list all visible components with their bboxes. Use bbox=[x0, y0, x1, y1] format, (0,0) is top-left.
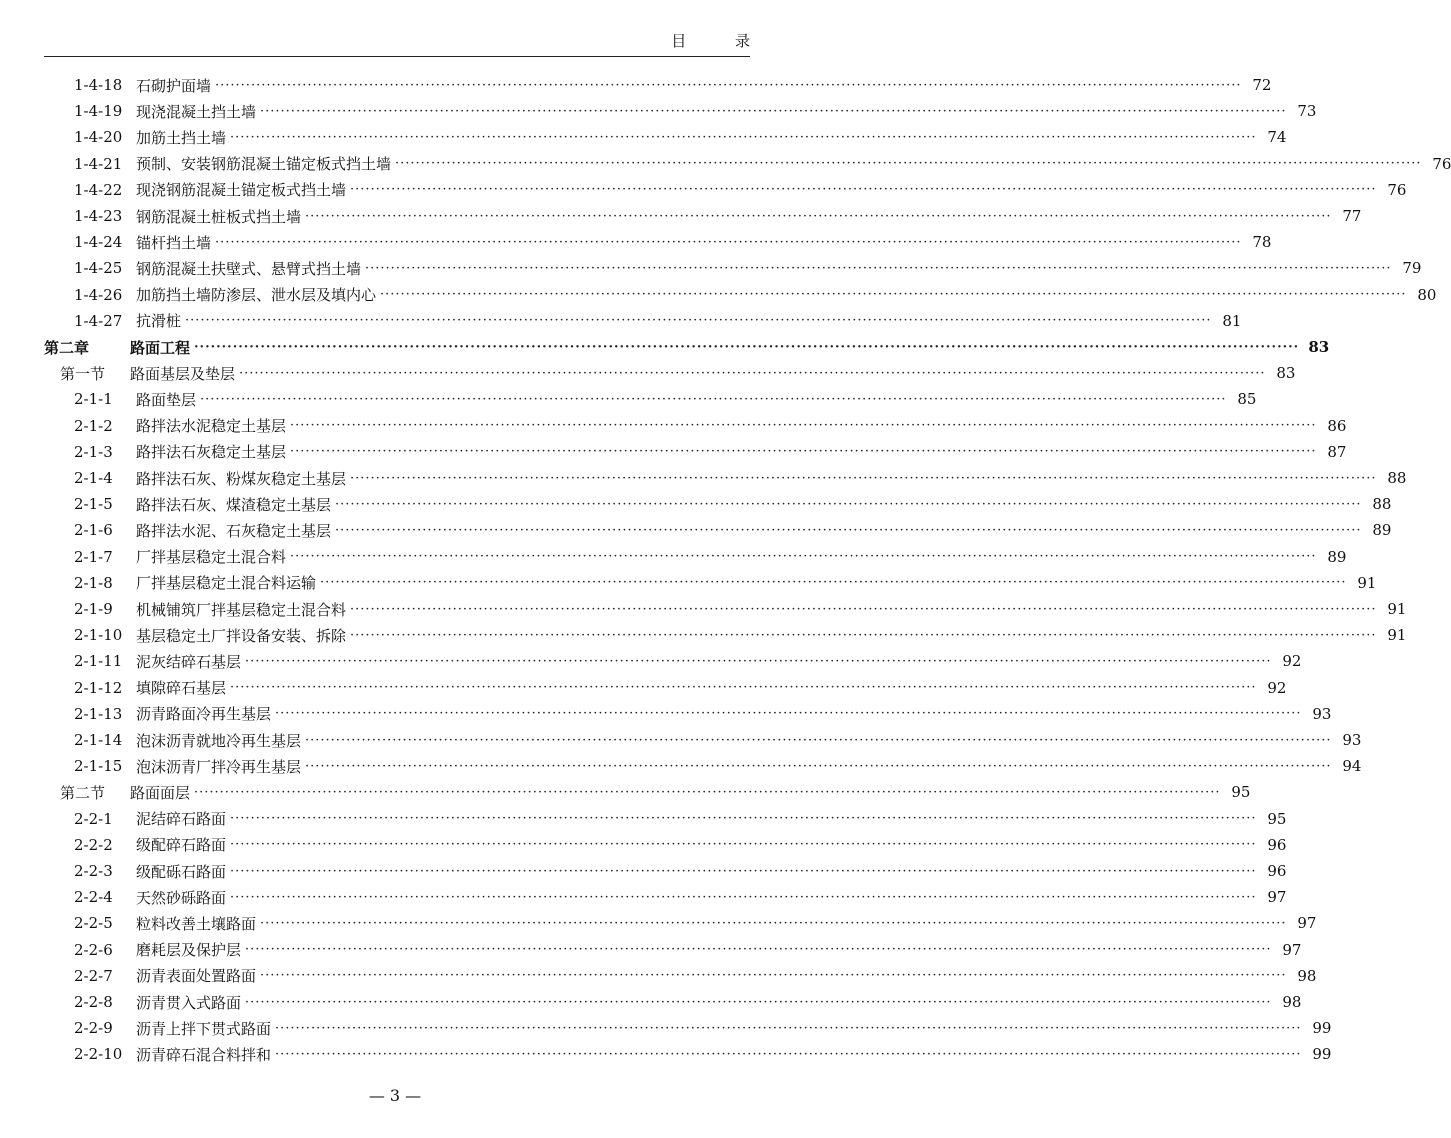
toc-number: 2-1-15 bbox=[74, 757, 123, 776]
toc-page-number: 81 bbox=[1222, 311, 1242, 330]
toc-entry bbox=[0, 491, 1392, 517]
leader-dots: ········································································································································································································ bbox=[215, 234, 1242, 250]
leader-dots: ········································································································································································································ bbox=[194, 339, 1300, 355]
leader-dots: ········································································································································································································ bbox=[335, 522, 1362, 538]
leader-dots: ········································································································································································································ bbox=[230, 811, 1257, 827]
toc-title: 预制、安装钢筋混凝土锚定板式挡土墙 bbox=[136, 155, 392, 174]
toc-number: 1-4-22 bbox=[74, 180, 123, 199]
leader-dots: ········································································································································································································ bbox=[365, 260, 1392, 276]
toc-page-number: 87 bbox=[1327, 442, 1347, 461]
leader-dots: ········································································································································································································ bbox=[230, 837, 1257, 853]
leader-dots: ········································································································································································································ bbox=[275, 706, 1302, 722]
leader-dots: ········································································································································································································ bbox=[395, 156, 1422, 172]
toc-title: 路拌法石灰稳定土基层 bbox=[136, 443, 287, 462]
leader-dots: ········································································································································································································ bbox=[275, 1020, 1302, 1036]
toc-title: 路面基层及垫层 bbox=[130, 364, 236, 383]
toc-page-number: 76 bbox=[1432, 154, 1451, 173]
leader-dots: ········································································································································································································ bbox=[194, 784, 1221, 800]
toc-number: 第二章 bbox=[44, 338, 90, 357]
toc-number: 第一节 bbox=[60, 364, 106, 383]
toc-number: 2-2-10 bbox=[74, 1045, 123, 1064]
leader-dots: ········································································································································································································ bbox=[239, 365, 1266, 381]
toc-entry bbox=[0, 989, 1302, 1015]
leader-dots: ········································································································································································································ bbox=[290, 418, 1317, 434]
toc-title: 填隙碎石基层 bbox=[136, 679, 227, 698]
leader-dots: ········································································································································································································ bbox=[290, 549, 1317, 565]
toc-title: 天然砂砾路面 bbox=[136, 888, 227, 907]
leader-dots: ········································································································································································································ bbox=[305, 758, 1332, 774]
toc-entry bbox=[0, 124, 1287, 150]
toc-title: 厂拌基层稳定土混合料 bbox=[136, 548, 287, 567]
toc-page-number: 99 bbox=[1312, 1045, 1332, 1064]
toc-title: 粒料改善土壤路面 bbox=[136, 914, 257, 933]
toc-number: 2-2-9 bbox=[74, 1019, 113, 1038]
leader-dots: ········································································································································································································ bbox=[350, 627, 1377, 643]
toc-title: 钢筋混凝土扶壁式、悬臂式挡土墙 bbox=[136, 259, 362, 278]
leader-dots: ········································································································································································································ bbox=[260, 915, 1287, 931]
toc-section bbox=[0, 360, 1296, 386]
toc-page-number: 97 bbox=[1282, 940, 1302, 959]
toc-number: 第二节 bbox=[60, 783, 106, 802]
toc-number: 1-4-26 bbox=[74, 285, 123, 304]
toc-title: 路拌法水泥、石灰稳定土基层 bbox=[136, 521, 332, 540]
toc-page-number: 88 bbox=[1372, 495, 1392, 514]
toc-entry bbox=[0, 701, 1332, 727]
toc-entry bbox=[0, 753, 1362, 779]
leader-dots: ········································································································································································································ bbox=[350, 470, 1377, 486]
toc-entry bbox=[0, 675, 1287, 701]
toc-page-number: 80 bbox=[1417, 285, 1437, 304]
toc-number: 2-1-10 bbox=[74, 626, 123, 645]
toc-title: 路面垫层 bbox=[136, 390, 197, 409]
leader-dots: ········································································································································································································ bbox=[200, 391, 1227, 407]
toc-number: 2-1-14 bbox=[74, 731, 123, 749]
leader-dots: ········································································································································································································ bbox=[230, 129, 1257, 145]
toc-entry bbox=[0, 413, 1347, 439]
toc-title: 抗滑桩 bbox=[136, 312, 182, 331]
toc-entry bbox=[0, 203, 1362, 229]
leader-dots: ········································································································································································································ bbox=[380, 287, 1407, 303]
leader-dots: ········································································································································································································ bbox=[320, 575, 1347, 591]
toc-page-number: 97 bbox=[1297, 914, 1317, 933]
toc-page-number: 95 bbox=[1231, 783, 1251, 802]
toc-entry bbox=[0, 439, 1347, 465]
leader-dots: ········································································································································································································ bbox=[350, 182, 1377, 198]
toc-title: 路面面层 bbox=[130, 783, 191, 802]
toc-title: 泥结碎石路面 bbox=[136, 810, 227, 829]
toc-entry bbox=[0, 832, 1287, 858]
toc-title: 石砌护面墙 bbox=[136, 76, 212, 95]
leader-dots: ········································································································································································································ bbox=[245, 653, 1272, 669]
toc-page-number: 79 bbox=[1402, 259, 1422, 278]
page-header bbox=[44, 24, 772, 57]
toc-title: 基层稳定土厂拌设备安装、拆除 bbox=[136, 626, 347, 645]
toc-entry bbox=[0, 151, 1451, 177]
leader-dots: ········································································································································································································ bbox=[185, 313, 1212, 329]
toc-entry bbox=[0, 1041, 1332, 1067]
toc-number: 2-1-11 bbox=[74, 652, 123, 671]
toc-number: 2-2-4 bbox=[74, 888, 113, 907]
toc-chapter bbox=[0, 334, 1330, 360]
leader-dots: ········································································································································································································ bbox=[290, 444, 1317, 460]
toc-number: 2-2-2 bbox=[74, 835, 113, 854]
toc-entry bbox=[0, 386, 1257, 412]
toc-page-number: 76 bbox=[1387, 180, 1407, 199]
toc-title: 沥青路面冷再生基层 bbox=[136, 705, 272, 724]
toc-page-number: 91 bbox=[1387, 600, 1407, 618]
toc-page-number: 99 bbox=[1312, 1019, 1332, 1038]
toc-entry bbox=[0, 229, 1272, 255]
toc-number: 2-1-7 bbox=[74, 547, 113, 566]
toc-number: 2-1-13 bbox=[74, 704, 123, 723]
page-number: — 3 — bbox=[368, 1086, 422, 1105]
header-title: 目 录 bbox=[671, 32, 772, 50]
toc-title: 厂拌基层稳定土混合料运输 bbox=[136, 574, 317, 593]
toc-number: 2-2-8 bbox=[74, 993, 113, 1011]
toc-number: 1-4-18 bbox=[74, 76, 123, 94]
toc-entry bbox=[0, 806, 1287, 832]
leader-dots: ········································································································································································································ bbox=[305, 208, 1332, 224]
toc-entry bbox=[0, 596, 1407, 622]
toc-entry bbox=[0, 465, 1407, 491]
toc-page-number: 89 bbox=[1327, 547, 1347, 566]
toc-page-number: 98 bbox=[1297, 966, 1317, 985]
toc-number: 1-4-19 bbox=[74, 102, 123, 121]
toc-entry bbox=[0, 570, 1377, 596]
toc-title: 现浇混凝土挡土墙 bbox=[136, 102, 257, 121]
toc-number: 2-1-5 bbox=[74, 495, 113, 514]
toc-page-number: 77 bbox=[1342, 207, 1362, 225]
toc-page-number: 78 bbox=[1252, 233, 1272, 252]
toc-number: 2-2-7 bbox=[74, 966, 113, 985]
toc-page-number: 95 bbox=[1267, 809, 1287, 828]
toc-page-number: 96 bbox=[1267, 862, 1287, 880]
toc-page-number: 74 bbox=[1267, 128, 1287, 147]
toc-number: 2-2-3 bbox=[74, 862, 113, 880]
toc-title: 钢筋混凝土桩板式挡土墙 bbox=[136, 207, 302, 226]
toc-number: 2-1-12 bbox=[74, 678, 123, 697]
toc-title: 路拌法水泥稳定土基层 bbox=[136, 417, 287, 436]
toc-page-number: 92 bbox=[1267, 678, 1287, 697]
toc-title: 沥青贯入式路面 bbox=[136, 993, 242, 1012]
toc-entry bbox=[0, 858, 1287, 884]
leader-dots: ········································································································································································································ bbox=[335, 496, 1362, 512]
toc-number: 1-4-20 bbox=[74, 128, 123, 147]
toc-entry bbox=[0, 255, 1422, 281]
toc-title: 现浇钢筋混凝土锚定板式挡土墙 bbox=[136, 181, 347, 200]
toc-number: 2-1-2 bbox=[74, 416, 113, 435]
toc-number: 1-4-21 bbox=[74, 154, 123, 173]
leader-dots: ········································································································································································································ bbox=[245, 942, 1272, 958]
leader-dots: ········································································································································································································ bbox=[245, 994, 1272, 1010]
toc-page-number: 86 bbox=[1327, 416, 1347, 435]
toc-number: 2-1-8 bbox=[74, 573, 113, 592]
toc-entry bbox=[0, 282, 1437, 308]
toc-page-number: 89 bbox=[1372, 521, 1392, 540]
toc-page-number: 85 bbox=[1237, 390, 1257, 409]
toc-entry bbox=[0, 963, 1317, 989]
toc-entry bbox=[0, 1015, 1332, 1041]
leader-dots: ········································································································································································································ bbox=[260, 103, 1287, 119]
toc-page-number: 96 bbox=[1267, 835, 1287, 854]
toc-page-number: 83 bbox=[1308, 338, 1330, 356]
toc-page-number: 97 bbox=[1267, 888, 1287, 907]
toc-entry bbox=[0, 308, 1242, 334]
toc-page-number: 72 bbox=[1252, 76, 1272, 94]
toc-number: 2-1-9 bbox=[74, 600, 113, 618]
toc-title: 机械铺筑厂拌基层稳定土混合料 bbox=[136, 600, 347, 619]
toc-entry bbox=[0, 177, 1407, 203]
toc-title: 沥青表面处置路面 bbox=[136, 967, 257, 986]
toc-title: 沥青上拌下贯式路面 bbox=[136, 1019, 272, 1038]
toc-entry bbox=[0, 727, 1362, 753]
toc-number: 1-4-27 bbox=[74, 311, 123, 330]
toc-entry bbox=[0, 648, 1302, 674]
toc-number: 2-2-6 bbox=[74, 940, 113, 959]
toc-entry bbox=[0, 910, 1317, 936]
toc-title: 磨耗层及保护层 bbox=[136, 941, 242, 960]
leader-dots: ········································································································································································································ bbox=[260, 968, 1287, 984]
toc-title: 锚杆挡土墙 bbox=[136, 233, 212, 252]
leader-dots: ········································································································································································································ bbox=[230, 889, 1257, 905]
toc-entry bbox=[0, 937, 1302, 963]
toc-page-number: 91 bbox=[1387, 626, 1407, 645]
toc-number: 2-2-1 bbox=[74, 809, 113, 828]
toc-entry bbox=[0, 622, 1407, 648]
toc-page-number: 73 bbox=[1297, 102, 1317, 121]
toc-page-number: 94 bbox=[1342, 757, 1362, 776]
toc-number: 2-2-5 bbox=[74, 914, 113, 933]
toc-title: 沥青碎石混合料拌和 bbox=[136, 1045, 272, 1064]
leader-dots: ········································································································································································································ bbox=[215, 77, 1242, 93]
toc-page-number: 83 bbox=[1276, 364, 1296, 383]
toc-number: 1-4-24 bbox=[74, 233, 123, 252]
toc-entry bbox=[0, 517, 1392, 543]
toc-title: 路拌法石灰、粉煤灰稳定土基层 bbox=[136, 469, 347, 488]
toc-entry bbox=[0, 884, 1287, 910]
toc-number: 2-1-4 bbox=[74, 469, 113, 487]
toc-title: 泡沫沥青厂拌冷再生基层 bbox=[136, 757, 302, 776]
toc-number: 2-1-1 bbox=[74, 390, 113, 409]
toc-page-number: 91 bbox=[1357, 573, 1377, 592]
toc-title: 级配砾石路面 bbox=[136, 862, 227, 881]
toc-title: 级配碎石路面 bbox=[136, 836, 227, 855]
leader-dots: ········································································································································································································ bbox=[275, 1046, 1302, 1062]
toc-entry bbox=[0, 544, 1347, 570]
toc-title: 泡沫沥青就地冷再生基层 bbox=[136, 731, 302, 750]
leader-dots: ········································································································································································································ bbox=[305, 732, 1332, 748]
toc-title: 路拌法石灰、煤渣稳定土基层 bbox=[136, 495, 332, 514]
toc-number: 1-4-25 bbox=[74, 259, 123, 278]
toc-section bbox=[0, 779, 1251, 805]
toc-entry bbox=[0, 98, 1317, 124]
leader-dots: ········································································································································································································ bbox=[230, 680, 1257, 696]
toc-number: 1-4-23 bbox=[74, 207, 123, 225]
toc-page-number: 88 bbox=[1387, 469, 1407, 487]
toc-title: 路面工程 bbox=[130, 338, 191, 357]
toc-title: 加筋土挡土墙 bbox=[136, 128, 227, 147]
toc-number: 2-1-3 bbox=[74, 442, 113, 461]
toc-page-number: 98 bbox=[1282, 993, 1302, 1011]
leader-dots: ········································································································································································································ bbox=[230, 863, 1257, 879]
toc-number: 2-1-6 bbox=[74, 521, 113, 540]
leader-dots: ········································································································································································································ bbox=[350, 601, 1377, 617]
toc-page-number: 93 bbox=[1312, 704, 1332, 723]
toc-page-number: 93 bbox=[1342, 731, 1362, 749]
toc-entry bbox=[0, 72, 1272, 98]
toc-title: 泥灰结碎石基层 bbox=[136, 652, 242, 671]
toc-page-number: 92 bbox=[1282, 652, 1302, 671]
toc-title: 加筋挡土墙防渗层、泄水层及填内心 bbox=[136, 286, 377, 305]
